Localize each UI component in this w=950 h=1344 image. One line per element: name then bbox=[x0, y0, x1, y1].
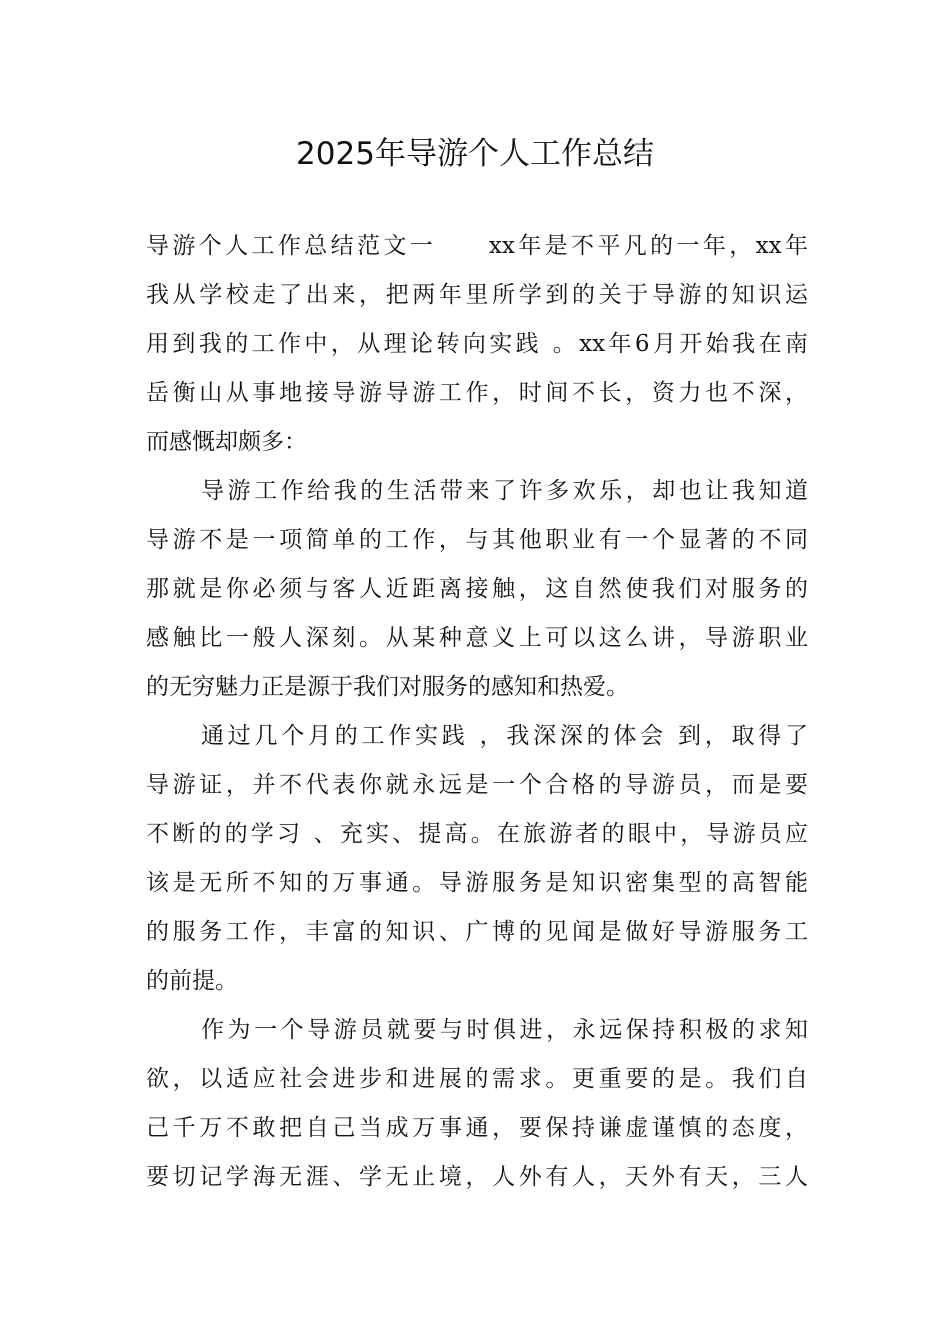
body-text-line: 导游工作给我的生活带来了许多欢乐，却也让我知道 bbox=[201, 478, 808, 504]
body-text-line: 己千万不敢把自己当成万事通，要保持谦虚谨慎的态度， bbox=[146, 1115, 808, 1141]
body-text-line: 的服务工作，丰富的知识、广博的见闻是做好导游服务工 bbox=[146, 919, 808, 945]
body-text-line: 那就是你必须与客人近距离接触，这自然使我们对服务的 bbox=[146, 576, 808, 602]
body-text-line: 用到我的工作中，从理论转向实践 。xx年6月开始我在南 bbox=[146, 331, 808, 357]
body-text-line: 要切记学海无涯、学无止境，人外有人，天外有天，三人 bbox=[146, 1164, 808, 1190]
body-text-line: 我从学校走了出来，把两年里所学到的关于导游的知识运 bbox=[146, 282, 808, 308]
body-text-line: 欲，以适应社会进步和进展的需求。更重要的是。我们自 bbox=[146, 1066, 808, 1092]
document-body bbox=[146, 222, 808, 1202]
body-text-line: 不断的的学习 、充实、提高。在旅游者的眼中，导游员应 bbox=[146, 821, 808, 847]
body-text-line: 通过几个月的工作实践 ，我深深的体会 到，取得了 bbox=[201, 723, 808, 749]
body-text-line: 作为一个导游员就要与时俱进，永远保持积极的求知 bbox=[201, 1017, 808, 1043]
body-text-line: 导游不是一项简单的工作，与其他职业有一个显著的不同 bbox=[146, 527, 808, 553]
document-title: 2025年导游个人工作总结 bbox=[296, 136, 654, 172]
body-text-line: 该是无所不知的万事通。导游服务是知识密集型的高智能 bbox=[146, 870, 808, 896]
body-text-line: 岳衡山从事地接导游导游工作，时间不长，资力也不深， bbox=[146, 380, 808, 406]
body-text-line: 导游证，并不代表你就永远是一个合格的导游员，而是要 bbox=[146, 772, 808, 798]
body-text-line: 的无穷魅力正是源于我们对服务的感知和热爱。 bbox=[146, 674, 629, 700]
body-text-line: 导游个人工作总结范文一 xx年是不平凡的一年，xx年 bbox=[146, 233, 808, 259]
body-text-line: 的前提。 bbox=[146, 968, 238, 994]
body-text-line: 感触比一般人深刻。从某种意义上可以这么讲，导游职业 bbox=[146, 625, 808, 651]
body-text-line: 而感慨却颇多： bbox=[146, 429, 307, 455]
